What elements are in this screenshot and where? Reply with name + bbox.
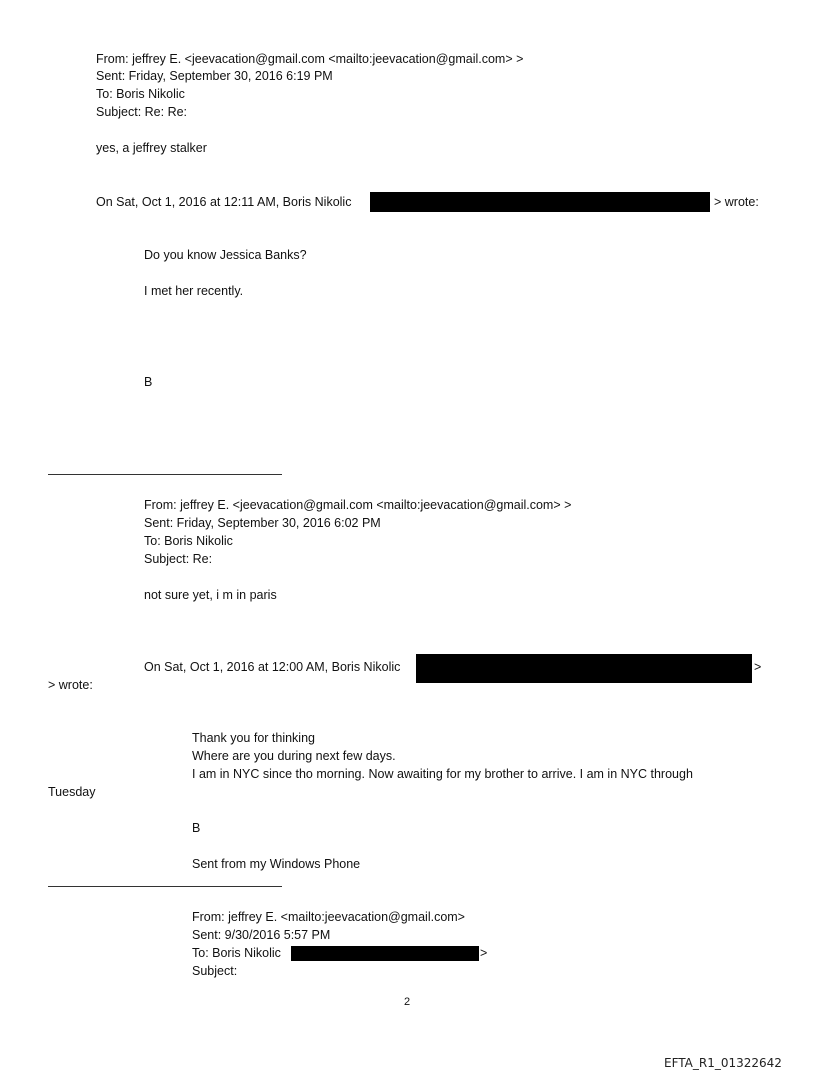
quote2-wrote: > wrote:	[48, 678, 93, 692]
msg2-sent: Sent: Friday, September 30, 2016 6:02 PM	[144, 516, 381, 530]
quote1-line1: Do you know Jessica Banks?	[144, 248, 307, 262]
msg1-from: From: jeffrey E. <jeevacation@gmail.com <mailto:jeevacation@gmail.com> >	[96, 52, 524, 66]
msg3-to: To: Boris Nikolic	[192, 946, 281, 960]
msg3-from: From: jeffrey E. <mailto:jeevacation@gmail.com>	[192, 910, 465, 924]
msg3-sent: Sent: 9/30/2016 5:57 PM	[192, 928, 331, 942]
quote1-header: On Sat, Oct 1, 2016 at 12:11 AM, Boris Nikolic	[96, 195, 352, 209]
msg1-subject: Subject: Re: Re:	[96, 105, 188, 119]
quote2-line2: Where are you during next few days.	[192, 749, 396, 763]
msg1-sent: Sent: Friday, September 30, 2016 6:19 PM	[96, 69, 333, 83]
redaction-box	[291, 946, 479, 961]
msg3-subject: Subject:	[192, 964, 238, 978]
document-id: EFTA_R1_01322642	[664, 1056, 782, 1070]
quote1-line2: I met her recently.	[144, 284, 244, 298]
msg1-body: yes, a jeffrey stalker	[96, 141, 207, 155]
quote2-signoff: B	[192, 821, 201, 835]
quote1-signoff: B	[144, 375, 153, 389]
quote2-line3: I am in NYC since tho morning. Now awaiting for my brother to arrive. I am in NYC through	[192, 767, 693, 781]
msg2-to: To: Boris Nikolic	[144, 534, 233, 548]
page-number: 2	[404, 996, 411, 1008]
redaction-box	[416, 654, 752, 683]
quote2-signature: Sent from my Windows Phone	[192, 857, 361, 871]
quote2-header: On Sat, Oct 1, 2016 at 12:00 AM, Boris Nikolic	[144, 660, 401, 674]
quote1-wrote: > wrote:	[714, 195, 759, 209]
separator-line	[48, 886, 282, 887]
quote2-line1: Thank you for thinking	[192, 731, 315, 745]
msg2-from: From: jeffrey E. <jeevacation@gmail.com <mailto:jeevacation@gmail.com> >	[144, 498, 572, 512]
msg2-subject: Subject: Re:	[144, 552, 213, 566]
msg2-body: not sure yet, i m in paris	[144, 588, 277, 602]
separator-line	[48, 474, 282, 475]
redaction-box	[370, 192, 710, 212]
msg1-to: To: Boris Nikolic	[96, 87, 185, 101]
quote2-header-end: >	[754, 660, 762, 674]
msg3-to-end: >	[480, 946, 488, 960]
quote2-line3-wrap: Tuesday	[48, 785, 96, 799]
